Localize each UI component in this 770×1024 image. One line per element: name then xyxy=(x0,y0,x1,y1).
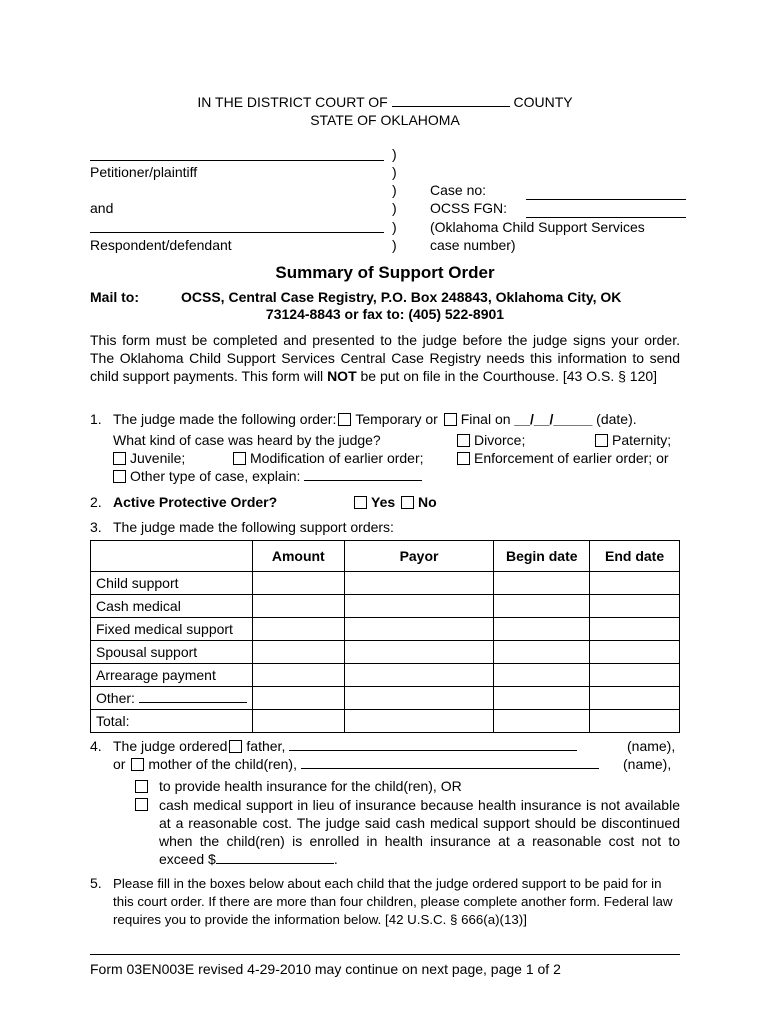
case-type-question: What kind of case was heard by the judge? xyxy=(113,432,381,448)
amount-cell[interactable] xyxy=(252,572,344,595)
end-date-cell[interactable] xyxy=(590,664,680,687)
ocss-fgn-label: OCSS FGN: xyxy=(430,200,508,216)
q2-text: Active Protective Order? xyxy=(113,494,278,510)
mother-label: mother of the child(ren), xyxy=(148,756,297,772)
divorce-option xyxy=(455,432,525,448)
q2-number: 2. xyxy=(90,494,102,510)
yes-checkbox[interactable] xyxy=(354,496,367,509)
begin-date-cell[interactable] xyxy=(494,664,590,687)
begin-date-cell[interactable] xyxy=(494,595,590,618)
state-line: STATE OF OKLAHOMA xyxy=(310,112,460,128)
payor-cell[interactable] xyxy=(344,572,494,595)
cash-medical-label: cash medical support in lieu of insurance because health insurance is not available at a reasonable cost. The judge said cash medical support should be discontinued when the child(ren) is enrolled in health insurance at a reasonable cost not to exceed $ xyxy=(159,797,680,867)
payor-cell[interactable] xyxy=(344,687,494,710)
temporary-checkbox[interactable] xyxy=(338,413,351,426)
or-label: or xyxy=(113,756,126,772)
modification-checkbox[interactable] xyxy=(233,452,246,465)
other-support-field[interactable] xyxy=(139,702,247,703)
begin-date-cell[interactable] xyxy=(494,618,590,641)
row-label: Total: xyxy=(91,710,253,733)
case-no-field[interactable] xyxy=(526,184,686,200)
paren: ) xyxy=(392,146,397,162)
other-label: Other: xyxy=(96,690,135,706)
protective-order-options xyxy=(352,494,437,510)
end-date-cell[interactable] xyxy=(590,641,680,664)
begin-date-cell[interactable] xyxy=(494,641,590,664)
enforcement-label: Enforcement of earlier order; or xyxy=(474,450,669,466)
other-case-checkbox[interactable] xyxy=(113,470,126,483)
q3-text: The judge made the following support orders: xyxy=(113,519,394,535)
ocss-fgn-field[interactable] xyxy=(526,202,686,218)
period: . xyxy=(333,851,338,867)
table-row xyxy=(91,572,680,595)
ocss-note-2: case number) xyxy=(430,237,516,253)
intro-text: This form must be completed and presented to the judge before the judge signs your order. The Oklahoma Child Support Services Central Case Registry needs this information to send child support payments. This form will xyxy=(90,332,680,384)
case-no-label: Case no: xyxy=(430,182,487,198)
q5-number: 5. xyxy=(90,875,102,891)
enforcement-checkbox[interactable] xyxy=(457,452,470,465)
payor-cell[interactable] xyxy=(344,641,494,664)
mail-address-line1: OCSS, Central Case Registry, P.O. Box 248843, Oklahoma City, OK xyxy=(181,289,622,305)
amount-cell[interactable] xyxy=(252,710,344,733)
other-case-explain-field[interactable] xyxy=(304,480,422,481)
paren: ) xyxy=(392,219,397,235)
father-checkbox[interactable] xyxy=(229,740,242,753)
payor-cell[interactable] xyxy=(344,618,494,641)
begin-date-cell[interactable] xyxy=(494,687,590,710)
no-label: No xyxy=(418,494,437,510)
form-title: Summary of Support Order xyxy=(275,263,495,282)
row-label: Arrearage payment xyxy=(91,664,253,687)
juvenile-label: Juvenile; xyxy=(130,450,186,466)
table-row xyxy=(91,641,680,664)
respondent-label: Respondent/defendant xyxy=(90,237,232,253)
table-row xyxy=(91,664,680,687)
paternity-checkbox[interactable] xyxy=(595,434,608,447)
column-header xyxy=(91,541,253,572)
q1-number: 1. xyxy=(90,411,102,427)
q1-text: The judge made the following order: xyxy=(113,411,337,427)
row-label: Child support xyxy=(91,572,253,595)
county-blank[interactable] xyxy=(392,106,510,107)
q4-mother-line xyxy=(113,756,599,772)
end-date-cell[interactable] xyxy=(590,618,680,641)
table-row xyxy=(91,710,680,733)
ocss-note-1: (Oklahoma Child Support Services xyxy=(430,219,645,235)
q3-number: 3. xyxy=(90,519,102,535)
end-date-cell[interactable] xyxy=(590,595,680,618)
amount-cell[interactable] xyxy=(252,595,344,618)
amount-cell[interactable] xyxy=(252,618,344,641)
petitioner-label: Petitioner/plaintiff xyxy=(90,164,198,180)
row-label: Spousal support xyxy=(91,641,253,664)
case-type-row2 xyxy=(111,450,185,466)
no-checkbox[interactable] xyxy=(401,496,414,509)
end-date-cell[interactable] xyxy=(590,687,680,710)
mail-to-label: Mail to: xyxy=(90,289,139,305)
paren: ) xyxy=(392,182,397,198)
paternity-label: Paternity; xyxy=(612,432,672,448)
enforcement-option xyxy=(455,450,669,466)
court-header xyxy=(0,94,770,110)
table-row xyxy=(91,618,680,641)
footer-text: Form 03EN003E revised 4-29-2010 may continue on next page, page 1 of 2 xyxy=(90,961,561,977)
intro-not: NOT xyxy=(327,368,357,384)
father-label: father, xyxy=(246,738,286,754)
q5-text: Please fill in the boxes below about each child that the judge ordered support to be paid for in this court order. If there are more than four children, please complete another form. Federal law requires you to provide the information below. [42 U.S.C. § 666(a)(13)] xyxy=(113,876,673,927)
intro-text: be put on file in the Courthouse. [43 O.S. § 120] xyxy=(356,368,658,384)
health-insurance-checkbox[interactable] xyxy=(135,780,148,793)
payor-cell[interactable] xyxy=(344,595,494,618)
amount-cell[interactable] xyxy=(252,687,344,710)
column-header-begin-date: Begin date xyxy=(494,541,590,572)
final-date-blank[interactable]: __/__/_____ xyxy=(514,411,593,427)
end-date-cell[interactable] xyxy=(590,710,680,733)
support-orders-table xyxy=(90,540,680,733)
respondent-blank[interactable] xyxy=(90,214,384,233)
q4-number: 4. xyxy=(90,738,102,754)
begin-date-cell[interactable] xyxy=(494,572,590,595)
intro-paragraph xyxy=(90,331,680,385)
row-label-other xyxy=(91,687,253,710)
final-label: Final on xyxy=(460,411,511,427)
q1-line xyxy=(113,411,637,427)
paternity-option xyxy=(593,432,671,448)
modification-label: Modification of earlier order; xyxy=(250,450,424,466)
row-label: Cash medical xyxy=(91,595,253,618)
mail-address-line2: 73124-8843 or fax to: (405) 522-8901 xyxy=(265,306,505,322)
and-label: and xyxy=(90,200,114,216)
table-row xyxy=(91,595,680,618)
court-line-suffix: COUNTY xyxy=(513,94,573,110)
q4-text: The judge ordered xyxy=(113,738,228,754)
column-header-amount: Amount xyxy=(252,541,344,572)
yes-label: Yes xyxy=(371,494,396,510)
health-insurance-checkbox-wrap xyxy=(135,778,148,794)
end-date-cell[interactable] xyxy=(590,572,680,595)
court-line-prefix: IN THE DISTRICT COURT OF xyxy=(197,94,388,110)
cash-medical-checkbox[interactable] xyxy=(135,798,148,811)
paren: ) xyxy=(392,164,397,180)
petitioner-blank[interactable] xyxy=(90,142,384,161)
other-case-option xyxy=(111,468,422,484)
begin-date-cell[interactable] xyxy=(494,710,590,733)
mother-name-label: (name), xyxy=(623,756,672,772)
amount-cell[interactable] xyxy=(252,664,344,687)
cash-medical-paragraph xyxy=(159,796,680,868)
paren: ) xyxy=(392,237,397,253)
footer-rule xyxy=(90,954,680,955)
table-header-row xyxy=(91,541,680,572)
divorce-checkbox[interactable] xyxy=(457,434,470,447)
father-name-label: (name), xyxy=(627,738,676,754)
date-label: (date). xyxy=(596,411,637,427)
payor-cell[interactable] xyxy=(344,664,494,687)
row-label: Fixed medical support xyxy=(91,618,253,641)
temporary-label: Temporary or xyxy=(355,411,438,427)
modification-option xyxy=(231,450,424,466)
final-checkbox[interactable] xyxy=(444,413,457,426)
cash-medical-limit-field[interactable] xyxy=(216,863,334,864)
divorce-label: Divorce; xyxy=(474,432,526,448)
payor-cell[interactable] xyxy=(344,710,494,733)
cash-medical-checkbox-wrap xyxy=(135,796,148,812)
paren: ) xyxy=(392,200,397,216)
column-header-payor: Payor xyxy=(344,541,494,572)
juvenile-checkbox[interactable] xyxy=(113,452,126,465)
mother-name-field[interactable] xyxy=(301,768,599,769)
health-insurance-label: to provide health insurance for the child(ren), OR xyxy=(159,778,462,794)
table-row xyxy=(91,687,680,710)
mother-checkbox[interactable] xyxy=(131,758,144,771)
father-name-field[interactable] xyxy=(289,750,577,751)
q4-father-line xyxy=(113,738,577,754)
other-case-label: Other type of case, explain: xyxy=(130,468,301,484)
amount-cell[interactable] xyxy=(252,641,344,664)
column-header-end-date: End date xyxy=(590,541,680,572)
